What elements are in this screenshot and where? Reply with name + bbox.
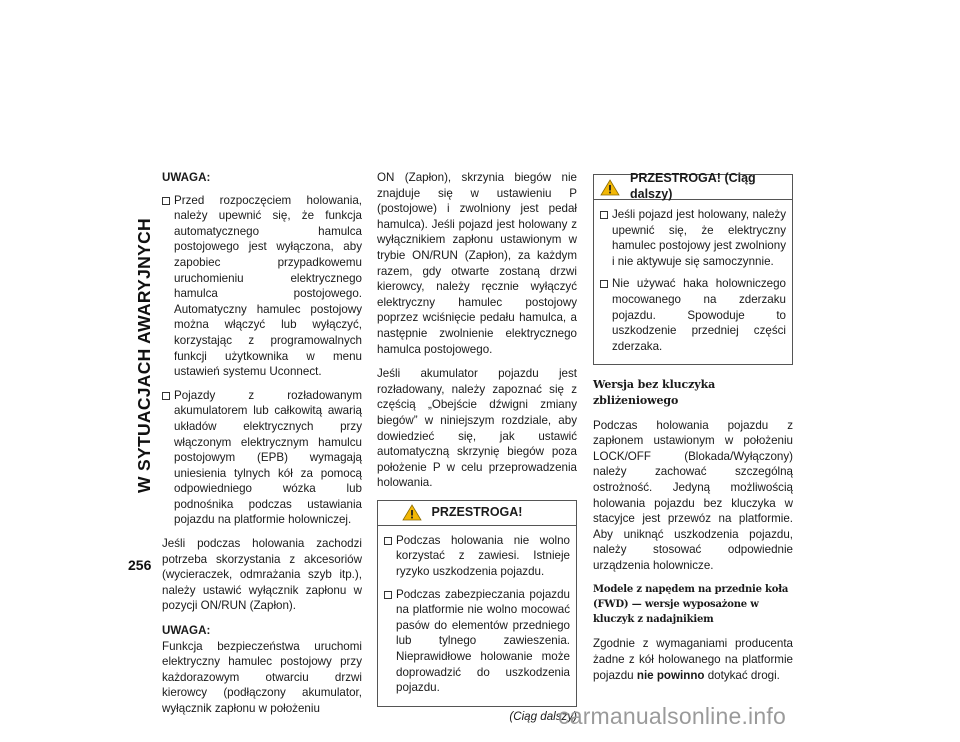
warning-bullet-list (600, 207, 786, 354)
paragraph: Jeśli akumulator pojazdu jest rozładowany, należy zapoznać się z częścią „Obejście dźwigni zmiany biegów” w niniejszym rozdziale, aby dowiedzieć się, jak ustawić automatyczną skrzynię biegów poza położenie P w celu przeprowadzenia holowania. (377, 367, 577, 490)
side-section-title-text: W SYTUACJACH AWARYJNYCH (133, 218, 154, 493)
warning-icon (402, 504, 422, 521)
warning-header (594, 171, 792, 201)
list-item: Przed rozpoczęciem holowania, należy upewnić się, że funkcja automatycznego hamulca postojowego jest wyłączona, aby zapobiec przypadkowemu uruchomieniu elektrycznego hamulca postojowego. Automatyczny hamulec postojowy można włączyć lub wyłączyć, korzystając z programowalnych funkcji użytkownika w menu ustawień systemu Uconnect. (162, 193, 362, 380)
warning-title: PRZESTROGA! (Ciąg dalszy) (630, 171, 756, 201)
note-label: UWAGA: (162, 624, 211, 638)
watermark-footer: carmanualsonline.info (558, 703, 786, 729)
warning-body (378, 526, 576, 706)
column-3 (593, 170, 793, 692)
warning-title: PRZESTROGA! (431, 505, 523, 520)
list-item: Nie używać haka holowniczego mocowanego na zderzaku pojazdu. Spowoduje to uszkodzenie przedniej części zderzaka. (600, 276, 786, 354)
warning-icon (600, 179, 620, 196)
list-item: Podczas zabezpieczania pojazdu na platformie nie wolno mocować pasów do elementów przedniego lub tylnego zawieszenia. Nieprawidłowe holowanie może doprowadzić do uszkodzenia pojazdu. (384, 587, 570, 696)
section-subheading: Modele z napędem na przednie koła (FWD) — wersje wyposażone w kluczyk z nadajnikiem (593, 584, 789, 626)
warning-box-continued (593, 171, 793, 365)
page-number: 256 (128, 557, 152, 573)
note-bullet-list (162, 193, 362, 528)
section-heading: Wersja bez kluczyka zbliżeniowego (593, 378, 716, 407)
paragraph-text: dotykać drogi. (707, 668, 780, 682)
column-1 (162, 170, 362, 726)
warning-body (594, 200, 792, 364)
column-2 (377, 170, 577, 724)
side-section-title (128, 158, 160, 553)
paragraph: Jeśli podczas holowania zachodzi potrzeba skorzystania z akcesoriów (wycieraczek, odmrażania szyb itp.), należy ustawić wyłącznik zapłonu w pozycji ON/RUN (Zapłon). (162, 537, 362, 613)
emphasis-text: nie powinno (636, 668, 705, 682)
warning-header (378, 501, 576, 526)
note-label: UWAGA: (162, 171, 211, 184)
continued-label: (Ciąg dalszy) (509, 709, 577, 723)
list-item: Podczas holowania nie wolno korzystać z zawiesi. Istnieje ryzyko uszkodzenia pojazdu. (384, 533, 570, 580)
list-item: Pojazdy z rozładowanym akumulatorem lub całkowitą awarią układów elektrycznych przy włączonym elektrycznym hamulcu postojowym (EPB) wymagają uniesienia tylnych kół za pomocą odpowiedniego wózka lub podnośnika podczas ustawiania pojazdu na platformie holowniczej. (162, 388, 362, 528)
warning-box (377, 500, 577, 707)
paragraph-mixed (593, 636, 793, 683)
paragraph: ON (Zapłon), skrzynia biegów nie znajduje się w ustawieniu P (postojowe) i zwolniony jest pedał hamulca). Jeśli pojazd jest holowany z wyłącznikiem zapłonu ustawionym w trybie ON/RUN (Zapłon), za każdym razem, gdy otwarte zostaną drzwi kierowcy, należy ręcznie wyłączyć elektryczny hamulec postojowy poprzez wciśnięcie pedału hamulca, a następnie zwolnienie elektrycznego hamulca postojowego. (377, 171, 577, 356)
paragraph: Podczas holowania pojazdu z zapłonem ustawionym w położeniu LOCK/OFF (Blokada/Wyłączony) należy zachować szczególną ostrożność. Jedyną możliwością holowania pojazdu bez kluczyka w stacyjce jest przewóz na platformie. Aby uniknąć uszkodzenia pojazdu, należy stosować odpowiednie urządzenia holownicze. (593, 418, 793, 572)
paragraph: Funkcja bezpieczeństwa uruchomi elektryczny hamulec postojowy przy każdorazowym otwarciu drzwi kierowcy (podłączony akumulator, wyłącznik zapłonu w położeniu (162, 639, 362, 715)
warning-bullet-list (384, 533, 570, 696)
paragraph-text: Zgodnie z wymaganiami producenta żadne z kół holowanego na platformie pojazdu (593, 637, 793, 682)
list-item: Jeśli pojazd jest holowany, należy upewnić się, że elektryczny hamulec postojowy jest zwolniony i nie aktywuje się samoczynnie. (600, 207, 786, 269)
